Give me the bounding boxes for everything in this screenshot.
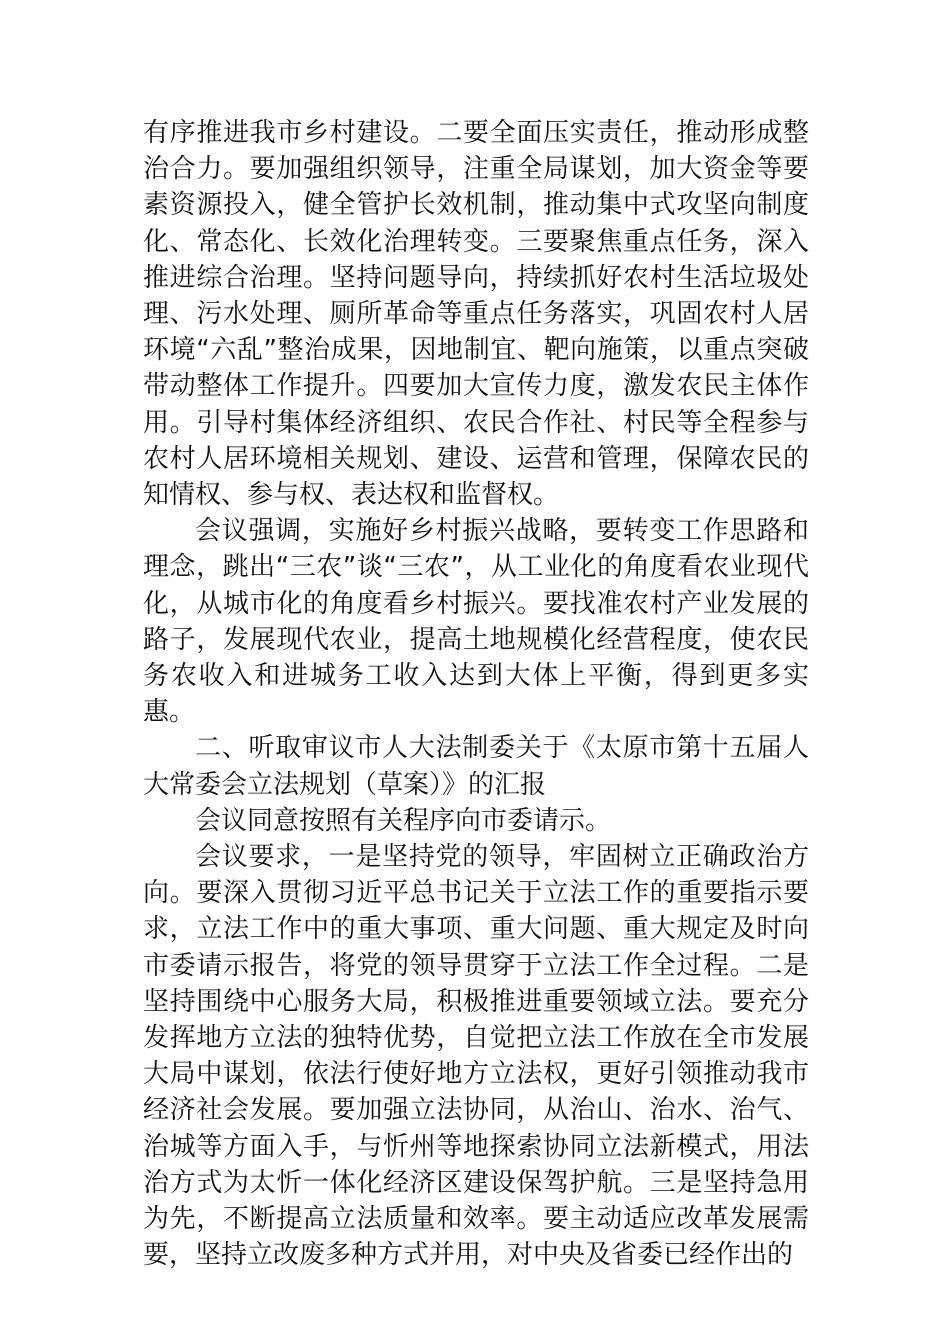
- paragraph-continued: 有序推进我市乡村建设。二要全面压实责任，推动形成整治合力。要加强组织领导，注重全局谋划，加大资金等要素资源投入，健全管护长效机制，推动集中式攻坚向制度化、常态化、长效化治理转变。三要聚焦重点任务，深入推进综合治理。坚持问题导向，持续抓好农村生活垃圾处理、污水处理、厕所革命等重点任务落实，巩固农村人居环境“六乱”整治成果，因地制宜、靶向施策，以重点突破带动整体工作提升。四要加大宣传力度，激发农民主体作用。引导村集体经济组织、农民合作社、村民等全程参与农村人居环境相关规划、建设、运营和管理，保障农民的知情权、参与权、表达权和监督权。: [143, 118, 809, 511]
- paragraph-meeting-requirements: 会议要求，一是坚持党的领导，牢固树立正确政治方向。要深入贯彻习近平总书记关于立法工作的重要指示要求，立法工作中的重大事项、重大问题、重大规定及时向市委请示报告，将党的领导贯穿于立法工作全过程。二是坚持围绕中心服务大局，积极推进重要领域立法。要充分发挥地方立法的独特优势，自觉把立法工作放在全市发展大局中谋划，依法行使好地方立法权，更好引领推动我市经济社会发展。要加强立法协同，从治山、治水、治气、治城等方面入手，与忻州等地探索协同立法新模式，用法治方式为太忻一体化经济区建设保驾护航。三是坚持急用为先，不断提高立法质量和效率。要主动适应改革发展需要，坚持立改废多种方式并用，对中央及省委已经作出的: [143, 842, 809, 1271]
- section-heading-2: 二、听取审议市人大法制委关于《太原市第十五届人大常委会立法规划（草案）》的汇报: [143, 733, 809, 800]
- document-body: [143, 115, 809, 1274]
- paragraph-meeting-agree: 会议同意按照有关程序向市委请示。: [195, 805, 612, 836]
- paragraph-meeting-emphasis: 会议强调，实施好乡村振兴战略，要转变工作思路和理念，跳出“三农”谈“三农”，从工业化的角度看农业现代化，从城市化的角度看乡村振兴。要找准农村产业发展的路子，发展现代农业，提高土地规模化经营程度，使农民务农收入和进城务工收入达到大体上平衡，得到更多实惠。: [143, 516, 809, 728]
